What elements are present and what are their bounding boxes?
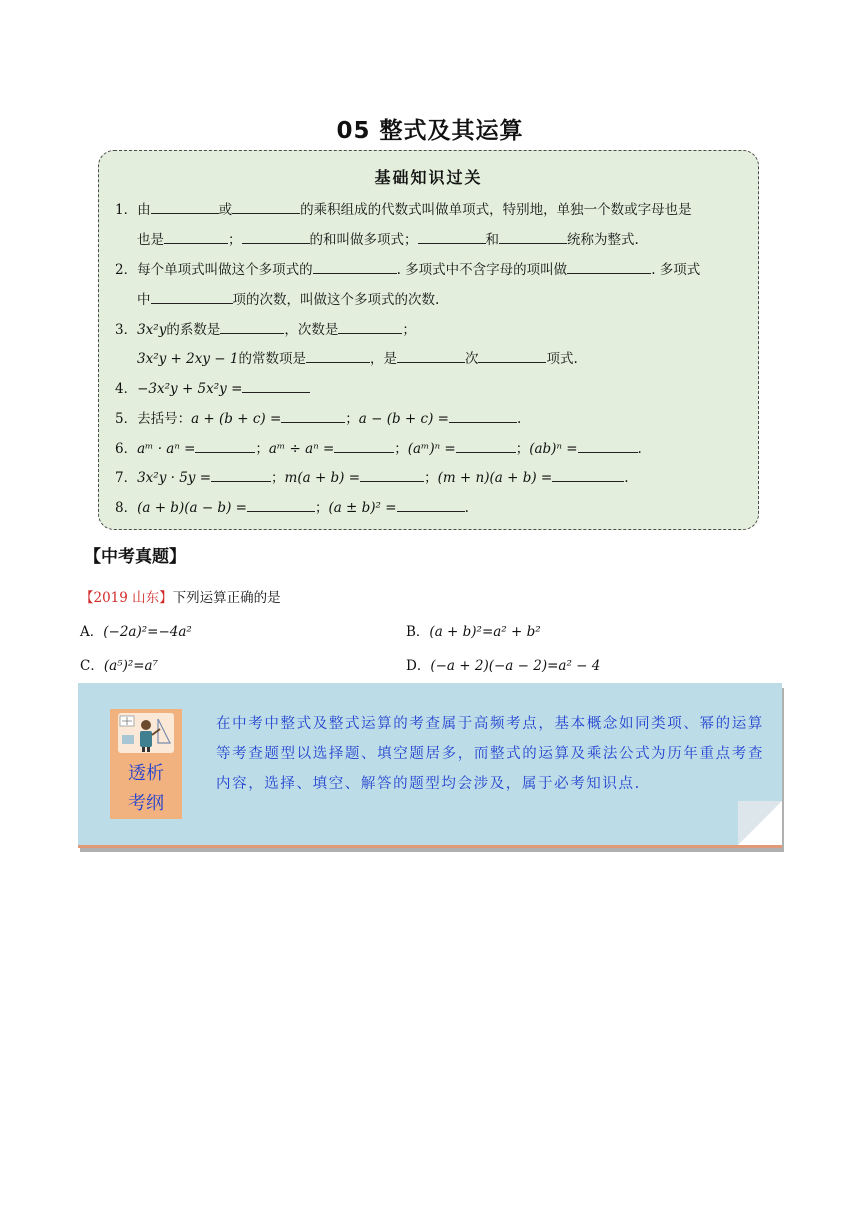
item-6: 6．aᵐ · aⁿ = ；aᵐ ÷ aⁿ = ；(aᵐ)ⁿ = ；(ab)ⁿ = . bbox=[115, 441, 642, 457]
blank bbox=[456, 440, 516, 453]
exam-section-heading: 【中考真题】 bbox=[84, 547, 186, 567]
blank bbox=[313, 261, 397, 274]
item-8: 8．(a + b)(a − b) = ；(a ± b)² = . bbox=[115, 500, 469, 516]
option-a: A．(−2a)²=−4a² bbox=[80, 624, 192, 640]
question-stem bbox=[80, 586, 281, 606]
blank bbox=[499, 231, 567, 244]
page-curl-corner bbox=[738, 801, 782, 845]
item-1-line-1: 1．由 或 的乘积组成的代数式叫做单项式，特别地，单独一个数或字母也是 bbox=[115, 202, 692, 218]
item-7: 7．3x²y · 5y = ；m(a + b) = ；(m + n)(a + b) = . bbox=[115, 470, 629, 486]
analysis-text: 在中考中整式及整式运算的考查属于高频考点，基本概念如同类项、幂的运算等考查题型以选择题、填空题居多，而整式的运算及乘法公式为历年重点考查内容，选择、填空、解答的题型均会涉及，属于必考知识点. bbox=[216, 716, 764, 792]
item-1-line-2: 也是 ； 的和叫做多项式； 和 统称为整式. bbox=[137, 232, 639, 248]
blank bbox=[281, 410, 345, 423]
blank bbox=[220, 321, 284, 334]
option-b: B．(a + b)²=a² + b² bbox=[406, 624, 541, 640]
blank bbox=[449, 410, 517, 423]
blank bbox=[397, 350, 465, 363]
item-3-line-1: 3．3x²y的系数是 ，次数是 ； bbox=[115, 322, 416, 338]
option-c: C．(a⁵)²=a⁷ bbox=[80, 658, 159, 674]
blank bbox=[195, 440, 255, 453]
blank bbox=[338, 321, 402, 334]
question-text: 下列运算正确的是 bbox=[172, 590, 281, 606]
blank bbox=[242, 380, 310, 393]
item-2-line-2: 中 项的次数，叫做这个多项式的次数. bbox=[137, 292, 440, 308]
question-source-tag: 【2019 山东】 bbox=[80, 590, 173, 606]
analysis-box bbox=[78, 683, 782, 848]
item-2-line-1: 2．每个单项式叫做这个多项式的 . 多项式中不含字母的项叫做 . 多项式 bbox=[115, 262, 701, 278]
blank bbox=[247, 499, 315, 512]
blank bbox=[552, 469, 624, 482]
item-3-line-2: 3x²y + 2xy − 1的常数项是 ，是 次 项式. bbox=[137, 351, 578, 367]
blank bbox=[418, 231, 486, 244]
blank bbox=[151, 291, 233, 304]
page-title: 05 整式及其运算 bbox=[336, 118, 524, 144]
basic-knowledge-box bbox=[98, 150, 759, 530]
blank bbox=[242, 231, 310, 244]
blank bbox=[478, 350, 546, 363]
blank bbox=[151, 201, 219, 214]
blank bbox=[211, 469, 271, 482]
analysis-badge bbox=[110, 709, 182, 819]
blank bbox=[164, 231, 228, 244]
blank bbox=[360, 469, 424, 482]
badge-label-2: 考纲 bbox=[128, 793, 164, 814]
blank bbox=[567, 261, 651, 274]
badge-label-1: 透析 bbox=[128, 763, 164, 784]
option-d: D．(−a + 2)(−a − 2)=a² − 4 bbox=[406, 658, 601, 674]
teacher-illustration-icon bbox=[118, 713, 174, 753]
blank bbox=[232, 201, 300, 214]
box-title: 基础知识过关 bbox=[374, 168, 483, 187]
item-4: 4．−3x²y + 5x²y = bbox=[115, 380, 310, 398]
blank bbox=[397, 499, 465, 512]
blank bbox=[334, 440, 394, 453]
blank bbox=[306, 350, 370, 363]
item-5: 5．去括号：a + (b + c) = ；a − (b + c) = . bbox=[115, 411, 522, 427]
blank bbox=[578, 440, 638, 453]
